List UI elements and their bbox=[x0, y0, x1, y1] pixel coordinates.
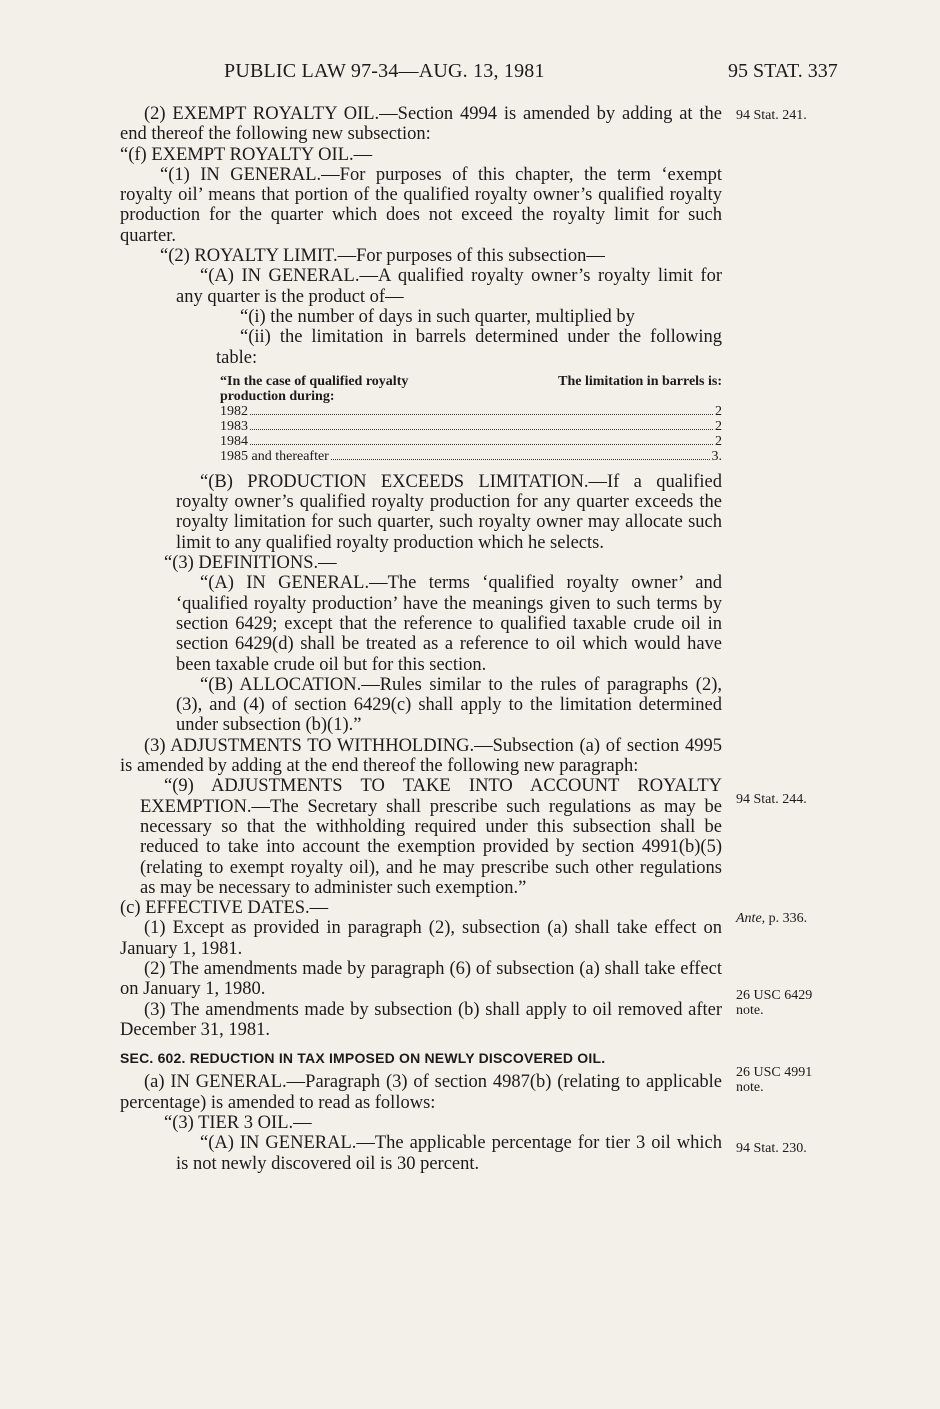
table-year: 1985 and thereafter bbox=[220, 448, 329, 464]
margin-note bbox=[736, 911, 846, 926]
paragraph: (a) IN GENERAL.—Paragraph (3) of section 4987(b) (relating to applicable percentage) is amended to read as follows: bbox=[120, 1072, 722, 1113]
table-header-left: “In the case of qualified royalty production during: bbox=[220, 373, 409, 404]
leader-dots bbox=[250, 419, 713, 430]
paragraph: (3) ADJUSTMENTS TO WITHHOLDING.—Subsection (a) of section 4995 is amended by adding at the end thereof the following new paragraph: bbox=[120, 735, 722, 777]
paragraph: “(3) DEFINITIONS.— bbox=[164, 553, 337, 574]
paragraph: (1) Except as provided in paragraph (2), subsection (a) shall take effect on January 1, 1981. bbox=[120, 918, 722, 959]
leader-dots bbox=[250, 434, 713, 445]
paragraph: “(1) IN GENERAL.—For purposes of this chapter, the term ‘exempt royalty oil’ means that portion of the qualified royalty owner’s qualified royalty production for the quarter which does not exceed the royalty limit for such quarter. bbox=[120, 164, 722, 246]
margin-note-italic: Ante, bbox=[736, 911, 766, 926]
table-value: 2 bbox=[715, 403, 722, 419]
paragraph: “(3) TIER 3 OIL.— bbox=[164, 1113, 312, 1134]
paragraph: “(i) the number of days in such quarter, multiplied by bbox=[240, 306, 635, 327]
section-heading: SEC. 602. REDUCTION IN TAX IMPOSED ON NEWLY DISCOVERED OIL. bbox=[120, 1050, 606, 1067]
margin-note: 26 USC 6429 note. bbox=[736, 988, 813, 1018]
statute-page-number: 95 STAT. 337 bbox=[728, 60, 838, 82]
table-year: 1982 bbox=[220, 403, 248, 419]
leader-dots bbox=[331, 449, 710, 460]
paragraph: “(2) ROYALTY LIMIT.—For purposes of this subsection— bbox=[160, 246, 605, 267]
margin-note: 94 Stat. 230. bbox=[736, 1141, 807, 1156]
paragraph: “(A) IN GENERAL.—The applicable percentage for tier 3 oil which is not newly discovered oil is 30 percent. bbox=[176, 1133, 722, 1174]
table-header-right: The limitation in barrels is: bbox=[558, 373, 722, 389]
leader-dots bbox=[250, 404, 713, 415]
margin-note: 26 USC 4991 note. bbox=[736, 1065, 813, 1095]
paragraph: (3) The amendments made by subsection (b) shall apply to oil removed after December 31, 1981. bbox=[120, 999, 722, 1040]
paragraph: “(A) IN GENERAL.—The terms ‘qualified royalty owner’ and ‘qualified royalty production’ have the meanings given to such terms by section 6429; except that the reference to qualified taxable crude oil in section 6429(d) shall be treated as a reference to oil which would have been taxable crude oil but for this section. bbox=[176, 573, 722, 675]
table-header bbox=[220, 374, 722, 404]
table-value: 2 bbox=[715, 418, 722, 434]
margin-note-text: p. 336. bbox=[765, 911, 808, 926]
paragraph: (c) EFFECTIVE DATES.— bbox=[120, 898, 329, 919]
table-value: 3. bbox=[711, 448, 722, 464]
table-row bbox=[220, 449, 722, 464]
table-row bbox=[220, 404, 722, 419]
table-row bbox=[220, 434, 722, 449]
limitation-table bbox=[220, 374, 722, 464]
paragraph: “(9) ADJUSTMENTS TO TAKE INTO ACCOUNT ROYALTY EXEMPTION.—The Secretary shall prescribe such regulations as may be necessary so that the withholding required under this subsection shall be reduced to take into account the exemption provided by section 4991(b)(5) (relating to exempt royalty oil), and he may prescribe such other regulations as may be necessary to administer such exemption.” bbox=[140, 776, 722, 898]
paragraph: “(A) IN GENERAL.—A qualified royalty owner’s royalty limit for any quarter is the product of— bbox=[176, 266, 722, 307]
paragraph: “(B) PRODUCTION EXCEEDS LIMITATION.—If a qualified royalty owner’s qualified royalty production for any quarter exceeds the royalty limitation for such quarter, such royalty owner may allocate such limit to any qualified royalty production which he selects. bbox=[176, 471, 722, 553]
paragraph: “(f) EXEMPT ROYALTY OIL.— bbox=[120, 144, 373, 165]
paragraph: (2) EXEMPT ROYALTY OIL.—Section 4994 is amended by adding at the end thereof the following new subsection: bbox=[120, 104, 722, 145]
margin-note: 94 Stat. 244. bbox=[736, 792, 807, 807]
paragraph: “(ii) the limitation in barrels determined under the following table: bbox=[216, 327, 722, 368]
running-title: PUBLIC LAW 97-34—AUG. 13, 1981 bbox=[224, 60, 545, 82]
paragraph: “(B) ALLOCATION.—Rules similar to the rules of paragraphs (2), (3), and (4) of section 6429(c) shall apply to the limitation determined under subsection (b)(1).” bbox=[176, 674, 722, 736]
paragraph: (2) The amendments made by paragraph (6) of subsection (a) shall take effect on January 1, 1980. bbox=[120, 958, 722, 1000]
table-value: 2 bbox=[715, 433, 722, 449]
margin-note: 94 Stat. 241. bbox=[736, 108, 807, 123]
table-year: 1984 bbox=[220, 433, 248, 449]
table-year: 1983 bbox=[220, 418, 248, 434]
table-row bbox=[220, 419, 722, 434]
document-body bbox=[120, 104, 722, 1174]
page-header bbox=[0, 60, 940, 90]
